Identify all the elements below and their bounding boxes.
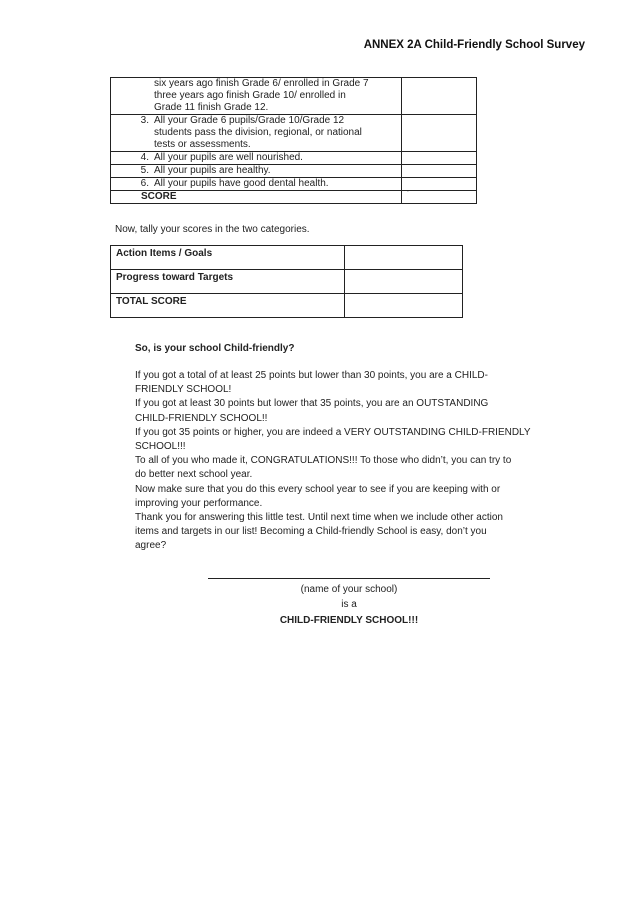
paragraph-line: SCHOOL!!! xyxy=(135,441,186,453)
score-cell[interactable] xyxy=(402,152,477,165)
total-score-cell[interactable] xyxy=(345,294,463,318)
item-text: All your pupils are healthy. xyxy=(154,165,271,176)
total-score-cell[interactable] xyxy=(402,191,477,204)
section-question: So, is your school Child-friendly? xyxy=(135,343,295,354)
table-row xyxy=(111,191,477,204)
score-mark: ` xyxy=(406,189,409,199)
paragraph-line: items and targets in our list! Becoming a Child-friendly School is easy, don’t you xyxy=(135,526,487,538)
signature-block xyxy=(208,583,490,629)
progress-score-cell[interactable] xyxy=(345,270,463,294)
table-row xyxy=(111,165,477,178)
item-number: 4. xyxy=(140,152,149,163)
item-text: All your pupils have good dental health. xyxy=(154,178,329,189)
score-cell[interactable] xyxy=(402,165,477,178)
paragraph-line: agree? xyxy=(135,540,167,552)
item-text: students pass the division, regional, or national xyxy=(154,127,362,138)
table-row xyxy=(111,246,463,270)
item-continuation-line: six years ago finish Grade 6/ enrolled in Grade 7 xyxy=(154,78,369,89)
scores-table xyxy=(110,245,463,318)
item-number: 3. xyxy=(140,115,149,126)
table-row xyxy=(111,115,477,152)
item-text: tests or assessments. xyxy=(154,139,251,150)
score-cell[interactable] xyxy=(402,115,477,152)
school-name-line[interactable] xyxy=(208,578,490,579)
item-text: All your pupils are well nourished. xyxy=(154,152,303,163)
items-table xyxy=(110,77,477,204)
table-row xyxy=(111,294,463,318)
score-cell[interactable] xyxy=(402,78,477,115)
row-label-total: TOTAL SCORE xyxy=(116,296,187,307)
score-cell[interactable] xyxy=(402,178,477,191)
paragraph-line: CHILD-FRIENDLY SCHOOL!! xyxy=(135,412,268,424)
row-label-action-items: Action Items / Goals xyxy=(116,248,213,259)
table-row xyxy=(111,78,477,115)
closing-text: CHILD-FRIENDLY SCHOOL!!! xyxy=(279,615,419,626)
table-row xyxy=(111,178,477,191)
document-header: ANNEX 2A Child-Friendly School Survey xyxy=(363,39,585,51)
tally-instruction: Now, tally your scores in the two categories. xyxy=(115,224,310,235)
paragraph-line: If you got at least 30 points but lower that 35 points, you are an OUTSTANDING xyxy=(135,398,489,410)
item-continuation-line: Grade 11 finish Grade 12. xyxy=(154,102,269,113)
item-number: 5. xyxy=(140,165,149,176)
item-continuation-line: three years ago finish Grade 10/ enrolled in xyxy=(154,90,346,101)
item-text: All your Grade 6 pupils/Grade 10/Grade 12 xyxy=(154,115,345,126)
paragraph-line: If you got 35 points or higher, you are indeed a VERY OUTSTANDING CHILD-FRIENDLY xyxy=(135,426,531,438)
table-row xyxy=(111,152,477,165)
paragraph-line: Thank you for answering this little test. Until next time when we include other action xyxy=(135,512,503,524)
result-paragraph xyxy=(135,369,565,554)
is-a-text: is a xyxy=(341,598,357,610)
school-name-caption: (name of your school) xyxy=(300,584,398,595)
paragraph-line: FRIENDLY SCHOOL! xyxy=(135,384,232,396)
paragraph-line: If you got a total of at least 25 points but lower than 30 points, you are a CHILD- xyxy=(135,370,488,381)
row-label-progress: Progress toward Targets xyxy=(116,272,234,283)
paragraph-line: Now make sure that you do this every school year to see if you are keeping with or xyxy=(135,483,501,495)
item-number: 6. xyxy=(140,178,149,189)
paragraph-line: improving your performance. xyxy=(135,497,263,509)
score-label: SCORE xyxy=(141,191,177,202)
action-items-score-cell[interactable] xyxy=(345,246,463,270)
table-row xyxy=(111,270,463,294)
paragraph-line: To all of you who made it, CONGRATULATIONS!!! To those who didn’t, you can try to xyxy=(135,455,512,467)
paragraph-line: do better next school year. xyxy=(135,469,253,481)
